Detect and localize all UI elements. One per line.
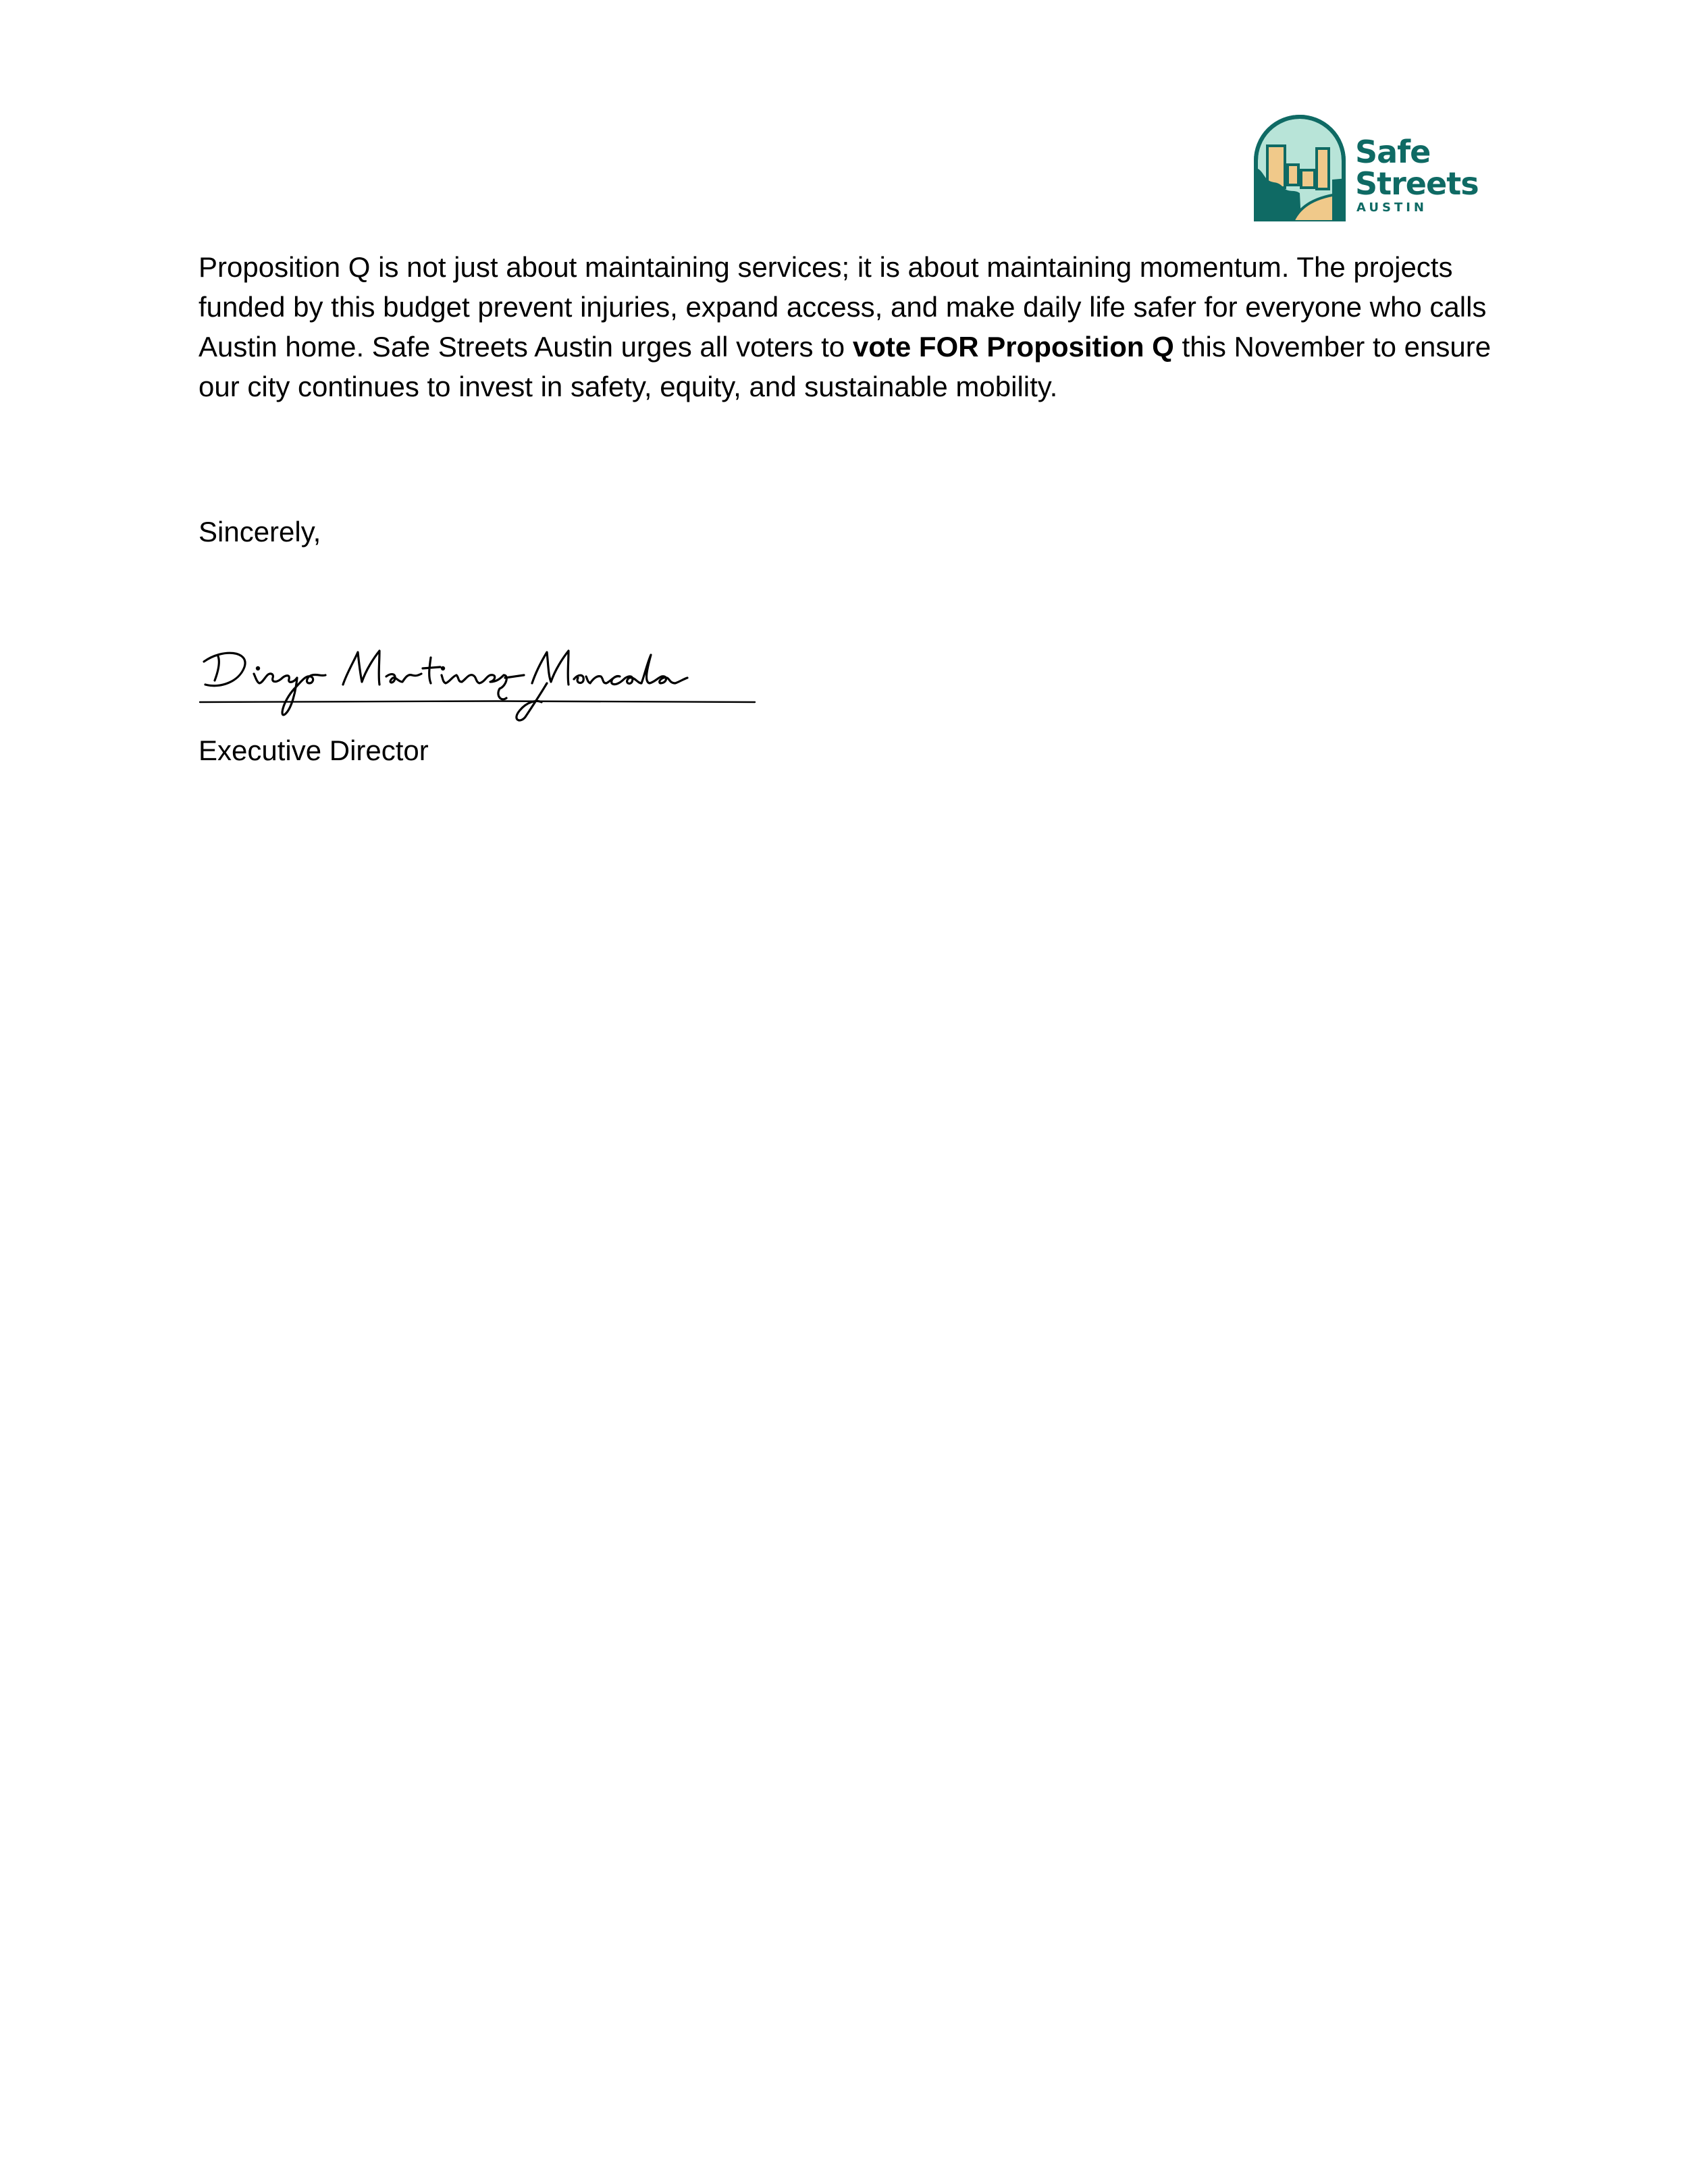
handwritten-signature bbox=[196, 635, 760, 729]
paragraph-bold-call-to-action: vote FOR Proposition Q bbox=[852, 331, 1174, 363]
city-skyline-arch-icon bbox=[1252, 113, 1347, 221]
logo-line-austin: AUSTIN bbox=[1356, 201, 1427, 215]
signer-title: Executive Director bbox=[199, 735, 429, 766]
paragraph-text-start: Proposition Q is not just about maintaining services; it is about maintaining momentum. The projects funded by this budget prevent injuries, expand access, and make daily life safer for everyone who calls Austin home. Safe Streets Austin urges all voters to bbox=[199, 251, 1487, 363]
closing-salutation: Sincerely, bbox=[199, 516, 321, 548]
logo-wordmark bbox=[1355, 136, 1479, 214]
logo-line-streets: Streets bbox=[1355, 165, 1479, 202]
letter-body-paragraph bbox=[199, 247, 1502, 406]
safe-streets-austin-logo bbox=[1252, 113, 1479, 221]
logo-line-safe: Safe bbox=[1355, 134, 1431, 170]
paragraph-text-end: this November to ensure our city continues to invest in safety, equity, and sustainable mobility. bbox=[199, 331, 1492, 402]
